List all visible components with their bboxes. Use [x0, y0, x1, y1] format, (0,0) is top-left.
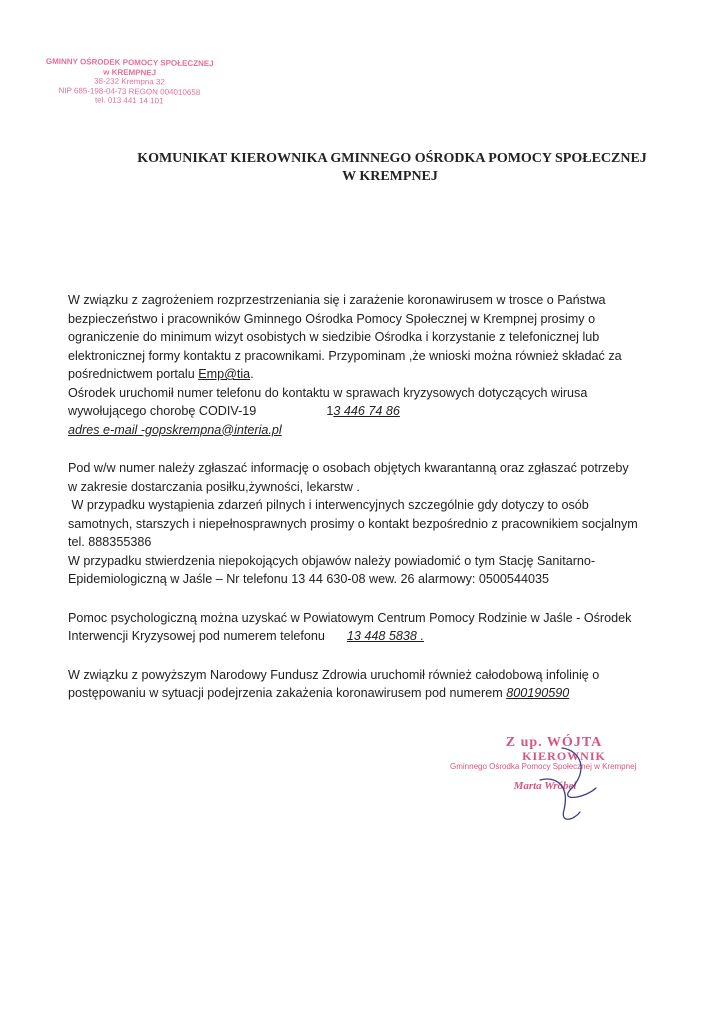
text-line: W przypadku wystąpienia zdarzeń pilnych i interwencyjnych szczególnie gdy dotyczy to osób — [68, 498, 589, 512]
text-span: postępowaniu w sytuacji podejrzenia zakażenia koronawirusem pod numerem — [68, 686, 507, 700]
text-line: W związku z zagrożeniem rozprzestrzeniania się i zarażenie koronawirusem w trosce o Państwa — [68, 293, 606, 307]
spacer — [68, 646, 668, 666]
text-line: w zakresie dostarczania posiłku,żywności, lekarstw . — [68, 479, 360, 494]
handwritten-signature-icon — [500, 740, 600, 830]
text-line — [68, 402, 668, 421]
text-span: . — [250, 367, 254, 381]
text-line: Pomoc psychologiczną można uzyskać w Powiatowym Centrum Pomocy Rodzinie w Jaśle - Ośrodek — [68, 610, 632, 625]
signature-line-3: Gminnego Ośrodka Pomocy Społecznej w Krempnej — [450, 762, 637, 771]
pcpr-phone-number[interactable]: 13 448 5838 . — [346, 629, 424, 643]
paragraph-4 — [68, 666, 668, 703]
text-line: samotnych, starszych i niepełnosprawnych prosimy o kontakt bezpośrednio z pracownikiem socjalnym — [68, 516, 638, 531]
text-line: Pod w/w numer należy zgłaszać informację o osobach objętych kwarantanną oraz zgłaszać potrzeby — [68, 461, 629, 475]
text-line — [68, 627, 668, 646]
text-line: bezpieczeństwo i pracowników Gminnego Ośrodka Pomocy Społecznej w Krempnej prosimy o — [68, 311, 596, 326]
stamp-line-4: NIP 685-198-04-73 REGON 004010658 — [58, 85, 201, 97]
stamp-line-2: w KREMPNEJ — [103, 67, 157, 77]
signature-name: Marta Wróbel — [513, 780, 577, 792]
document-body — [68, 291, 668, 703]
text-line: tel. 888355386 — [68, 535, 152, 549]
spacer — [68, 439, 668, 459]
title-line-1: KOMUNIKAT KIEROWNIKA GMINNEGO OŚRODKA POMOCY SPOŁECZNEJ — [137, 151, 647, 166]
title-line-2: W KREMPNEJ — [342, 169, 438, 184]
paragraph-3 — [68, 609, 668, 646]
paragraph-1 — [68, 291, 668, 439]
text-line — [68, 684, 668, 703]
text-line: W związku z powyższym Narodowy Fundusz Zdrowia uruchomił również całodobową infolinię o — [68, 667, 600, 682]
office-stamp — [42, 57, 218, 107]
empatia-link[interactable]: Emp@tia — [198, 367, 251, 381]
paragraph-2 — [68, 459, 668, 589]
crisis-phone-number[interactable]: 3 446 74 86 — [333, 404, 400, 418]
stamp-line-3: 38-232 Krempna 32 — [94, 76, 165, 87]
text-span: wywołującego chorobę CODIV-19 — [68, 404, 257, 418]
stamp-line-5: tel. 013 441 14 101 — [94, 95, 164, 106]
text-line: W przypadku stwierdzenia niepokojących objawów należy powiadomić o tym Stację Sanitarno- — [68, 553, 596, 568]
text-line: ograniczenie do minimum wizyt osobistych w siedzibie Ośrodka i korzystanie z telefonicznej lub — [68, 330, 600, 344]
stamp-line-1: GMINNY OŚRODEK POMOCY SPOŁECZNEJ — [45, 56, 214, 69]
email-address[interactable]: adres e-mail -gopskrempna@interia.pl — [68, 422, 282, 437]
text-line — [68, 421, 668, 440]
text-line — [68, 365, 668, 384]
crisis-phone-prefix: 1 — [326, 404, 334, 418]
signature-line-1: Z up. WÓJTA — [505, 735, 603, 750]
text-line: Ośrodek uruchomił numer telefonu do kontaktu w sprawach kryzysowych dotyczących wirusa — [68, 385, 588, 400]
signature-line-2: KIEROWNIK — [522, 749, 606, 763]
text-line: elektronicznej formy kontaktu z pracownikami. Przypominam ,że wnioski można również składać za — [68, 348, 622, 363]
text-span: pośrednictwem portalu — [68, 367, 199, 381]
nfz-hotline-number[interactable]: 800190590 — [506, 686, 570, 700]
document-title — [60, 150, 664, 186]
spacer — [68, 589, 668, 609]
text-line: Epidemiologiczną w Jaśle – Nr telefonu 13 44 630-08 wew. 26 alarmowy: 0500544035 — [68, 572, 549, 586]
text-span: Interwencji Kryzysowej pod numerem telefonu — [68, 629, 325, 643]
